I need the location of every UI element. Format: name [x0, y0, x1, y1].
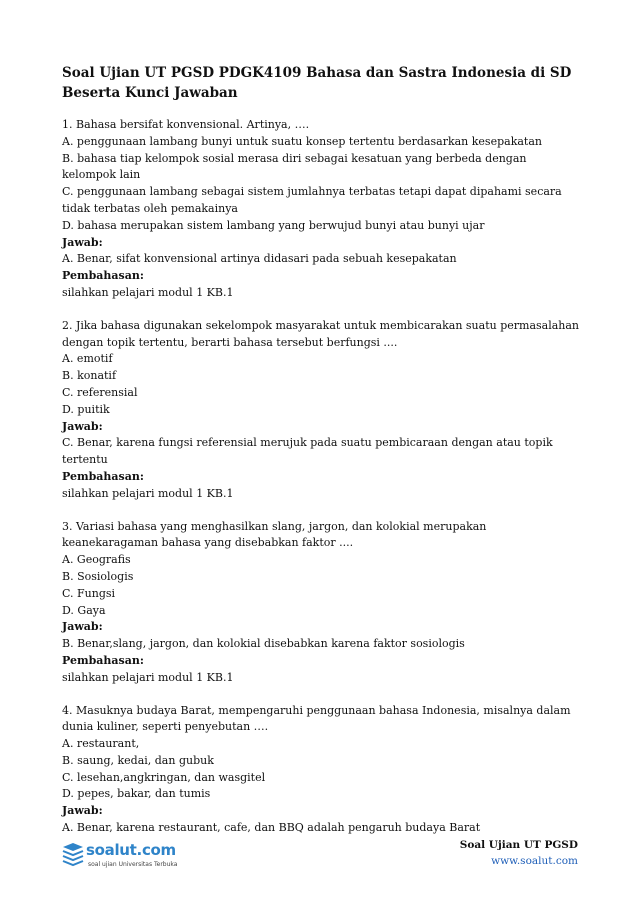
question-block-4 [62, 703, 582, 837]
option-a: A. Geografis [62, 553, 131, 567]
answer-label: Jawab: [62, 419, 103, 433]
question-text: 4. Masuknya budaya Barat, mempengaruhi penggunaan bahasa Indonesia, misalnya dalam dunia kuliner, seperti penyebutan …. [62, 703, 571, 734]
discussion-text: silahkan pelajari modul 1 KB.1 [62, 486, 234, 500]
option-d: D. bahasa merupakan sistem lambang yang berwujud bunyi atau bunyi ujar [62, 218, 485, 232]
question-block-3 [62, 519, 582, 687]
option-c: C. lesehan,angkringan, dan wasgitel [62, 770, 266, 784]
option-b: B. konatif [62, 369, 117, 383]
discussion-label: Pembahasan: [62, 653, 144, 667]
option-b: B. Sosiologis [62, 569, 134, 583]
document-title: Soal Ujian UT PGSD PDGK4109 Bahasa dan Sastra Indonesia di SD Beserta Kunci Jawaban [62, 65, 572, 101]
answer-text: B. Benar,slang, jargon, dan kolokial disebabkan karena faktor sosiologis [62, 637, 465, 651]
option-a: A. penggunaan lambang bunyi untuk suatu konsep tertentu berdasarkan kesepakatan [62, 134, 542, 148]
answer-text: A. Benar, karena restaurant, cafe, dan BBQ adalah pengaruh budaya Barat [62, 821, 481, 835]
question-block-2 [62, 318, 582, 503]
question-block-1 [62, 117, 582, 302]
soalut-logo[interactable] [60, 839, 180, 877]
discussion-label: Pembahasan: [62, 469, 144, 483]
footer-url-link[interactable]: www.soalut.com [491, 855, 578, 867]
question-text: 3. Variasi bahasa yang menghasilkan slang, jargon, dan kolokial merupakan keanekaragaman bahasa yang disebabkan faktor .... [62, 519, 487, 550]
question-text: 2. Jika bahasa digunakan sekelompok masyarakat untuk membicarakan suatu permasalahan dengan topik tertentu, berarti bahasa tersebut berfungsi .... [62, 318, 580, 349]
answer-text: C. Benar, karena fungsi referensial merujuk pada suatu pembicaraan dengan atau topik tertentu [62, 436, 553, 467]
logo-text: soalut.com [86, 841, 176, 859]
option-c: C. penggunaan lambang sebagai sistem jumlahnya terbatas tetapi dapat dipahami secara tidak terbatas oleh pemakainya [62, 185, 562, 215]
option-c: C. referensial [62, 385, 138, 399]
answer-text: A. Benar, sifat konvensional artinya didasari pada sebuah kesepakatan [62, 252, 457, 266]
discussion-label: Pembahasan: [62, 269, 144, 283]
answer-label: Jawab: [62, 235, 103, 249]
document-content [62, 64, 582, 853]
option-b: B. saung, kedai, dan gubuk [62, 753, 214, 767]
option-d: D. Gaya [62, 603, 106, 617]
footer-site-name: Soal Ujian UT PGSD [459, 839, 578, 851]
answer-label: Jawab: [62, 804, 103, 818]
page-footer [460, 837, 578, 869]
logo-subtitle: soal ujian Universitas Terbuka [88, 861, 178, 868]
discussion-text: silahkan pelajari modul 1 KB.1 [62, 670, 234, 684]
option-b: B. bahasa tiap kelompok sosial merasa diri sebagai kesatuan yang berbeda dengan kelompok lain [62, 151, 527, 182]
option-a: A. emotif [62, 352, 113, 366]
option-a: A. restaurant, [62, 737, 140, 751]
option-d: D. puitik [62, 402, 110, 416]
answer-label: Jawab: [62, 620, 103, 634]
question-text: 1. Bahasa bersifat konvensional. Artinya, …. [62, 118, 310, 131]
option-c: C. Fungsi [62, 586, 116, 600]
discussion-text: silahkan pelajari modul 1 KB.1 [62, 285, 234, 299]
book-stack-logo-icon [60, 841, 86, 871]
option-d: D. pepes, bakar, dan tumis [62, 787, 211, 801]
